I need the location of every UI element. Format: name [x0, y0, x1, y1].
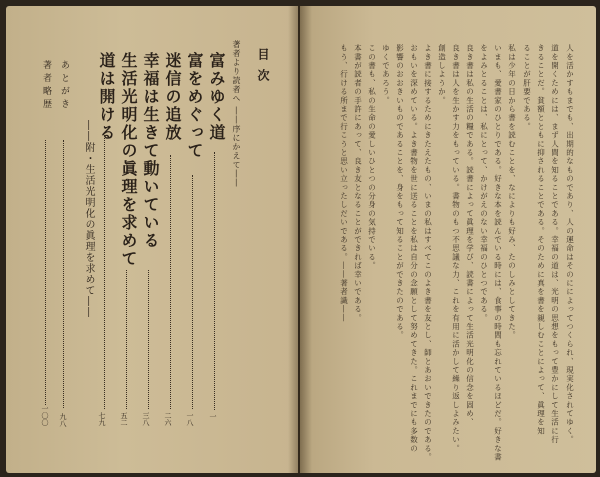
toc-page-6: 七九 — [98, 412, 106, 426]
toc-bio-page: 一〇〇 — [41, 405, 49, 426]
toc-leader — [192, 175, 193, 409]
toc-page-5: 五二 — [120, 412, 128, 426]
toc-heading: 目次 — [256, 48, 270, 90]
preface-line: をよみとることは、私にとって、かけがえのない幸福のひとつである。 — [479, 44, 489, 323]
preface-line: 道を開くためには、まず人間を知ることである。幸福の道は、光明の思想をもって豊かにして生活に行 — [550, 44, 560, 445]
toc-leader — [170, 155, 171, 409]
toc-bio: 著者略歴 — [41, 60, 51, 112]
toc-entry-4: 幸福は生きて動いている — [141, 52, 160, 250]
toc-entry-6: 道は開ける — [97, 52, 116, 142]
preface-line: ゆくであろう。 — [381, 44, 391, 105]
preface-line: ることが肝要である。 — [522, 44, 532, 131]
preface-line: きることだ。貧額とともに抑されることである。そのために真を書を親しむことによって、眞理を知 — [536, 44, 546, 436]
toc-entry-1: 富みゆく道 — [207, 52, 226, 142]
preface-line: 私は少年の日から書を読むことを、なによりも好み、たのしみとしてきた。 — [507, 44, 517, 340]
preface-line: もう、行ける所まで行こうと思い立ったしだいである。――著者識―― — [339, 44, 349, 323]
toc-page-2: 一八 — [186, 412, 194, 426]
toc-leader — [45, 140, 46, 405]
preface-line: 良き書は人を生かす力をもっている。書物のもつ不思議な力、これを有用に活かして繰り返しよみたい。 — [451, 44, 461, 453]
preface-line: 人を活かすもまでも、出期的なものであり、人の運命はそのにによってつくられ、現実化されてゆく。 — [565, 44, 575, 445]
preface-line: 影響のおおきいものであることを、身をもって知ることができたのである。 — [395, 44, 405, 340]
toc-page-3: 二六 — [164, 412, 172, 426]
toc-afterword: あとがき — [59, 60, 69, 112]
preface-line: いまも、愛書家のひとりである。好きな本を読んでいる時には、食事の時間も忘れているほどだ。好きな書 — [493, 44, 503, 462]
toc-leader — [126, 270, 127, 409]
toc-entry-5: 生活光明化の眞理を求めて — [119, 52, 138, 268]
preface-line: 創造しようか。 — [437, 44, 447, 105]
toc-entry-2: 富をめぐって — [185, 52, 204, 160]
preface-line: 本書が読者の手許にあって、良き友となることができれば幸いである。 — [353, 44, 363, 323]
book-gutter — [288, 6, 312, 473]
toc-leader — [148, 270, 149, 409]
preface-line: この書も、私の生命の愛しいひとつの分身の気持でいる。 — [367, 44, 377, 271]
toc-afterword-page: 九八 — [59, 413, 67, 427]
preface-line: よき書に接するためにきたえたもの、いまの私はすべてこのよき書を友とし、師とあおいできたのである。 — [423, 44, 433, 462]
toc-leader — [214, 152, 215, 410]
toc-page-1: 一 — [209, 413, 217, 420]
toc-sub-entry: ――附・生活光明化の眞理を求めて―― — [83, 120, 94, 318]
preface-line: 良き書は私の生活の糧である。読書によって眞理を学び、読書によって生活光明化の信念を固め、 — [465, 44, 475, 427]
toc-entry-3: 迷信の追放 — [163, 52, 182, 142]
toc-leader — [63, 140, 64, 408]
toc-leader — [104, 135, 105, 409]
toc-page-4: 三八 — [142, 412, 150, 426]
toc-intro: 著者より読者へ ――序にかえて―― — [232, 40, 241, 188]
preface-line: おもいを深めている。よき書物を世に送ることを私は自分の念願として努めてきた。これまでにも多数の — [409, 44, 419, 453]
